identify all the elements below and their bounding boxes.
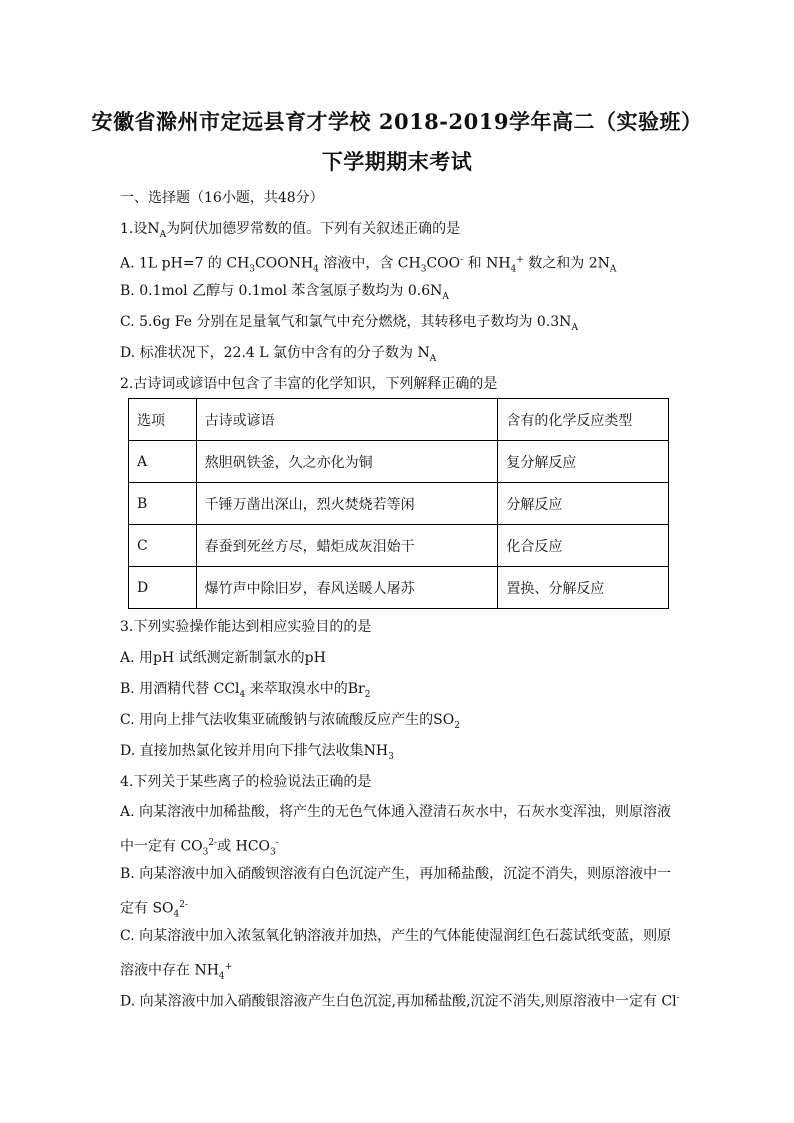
table-cell: 分解反应 (498, 483, 669, 525)
table-cell: 爆竹声中除旧岁，春风送暖人屠苏 (196, 567, 498, 609)
table-cell: 千锤万凿出深山，烈火焚烧若等闲 (196, 483, 498, 525)
table-header-cell: 古诗或谚语 (196, 399, 498, 441)
exam-title: 安徽省滁州市定远县育才学校 2018-2019学年高二（实验班） (91, 109, 703, 134)
table-cell: 春蚕到死丝方尽，蜡炬成灰泪始干 (196, 525, 498, 567)
question-4-stem: 4.下列关于某些离子的检验说法正确的是 (120, 774, 372, 790)
question-1-option-b: B. 0.1mol 乙醇与 0.1mol 苯含氢原子数均为 $0.6N_A$ (120, 283, 449, 302)
question-4-option-d: D. 向某溶液中加入硝酸银溶液产生白色沉淀,再加稀盐酸,沉淀不消失,则原溶液中一定有 Cl- (120, 993, 680, 1010)
table-cell: D (129, 567, 197, 609)
question-3-option-b: B. 用酒精代替 CCl$_4$ 来萃取溴水中的$Br_2$ (120, 681, 371, 700)
exam-subtitle: 下学期期末考试 (321, 149, 473, 174)
question-1-option-c: C. 5.6g Fe 分别在足量氧气和氯气中充分燃烧，其转移电子数均为 $0.3N_A$ (120, 314, 578, 333)
section-heading: 一、选择题（16小题，共48分） (120, 190, 324, 206)
question-3-stem: 3.下列实验操作能达到相应实验目的的是 (120, 619, 372, 635)
question-4-option-a: A. 向某溶液中加稀盐酸，将产生的无色气体通入澄清石灰水中，石灰水变浑浊，则原溶液中一定有 $CO_3^{2-}$或 $HCO_3^-$ (120, 804, 672, 858)
question-3-option-d: D. 直接加热氯化铵并用向下排气法收集$NH_3$ (120, 743, 394, 762)
table-row (129, 525, 669, 567)
table-row (129, 441, 669, 483)
table-cell: 置换、分解反应 (498, 567, 669, 609)
table-row (129, 567, 669, 609)
table-cell: B (129, 483, 197, 525)
table-cell: A (129, 441, 197, 483)
question-1-stem: 1.设$N_A$为阿伏加德罗常数的值。下列有关叙述正确的是 (120, 221, 461, 240)
question-1-option-d: D. 标准状况下，22.4 L 氯仿中含有的分子数为 $N_A$ (120, 345, 437, 364)
question-2-table (128, 398, 669, 609)
table-cell: 复分解反应 (498, 441, 669, 483)
question-4-option-b: B. 向某溶液中加入硝酸钡溶液有白色沉淀产生，再加稀盐酸，沉淀不消失，则原溶液中一定有 $SO_4^{2-}$ (120, 866, 672, 920)
table-cell: C (129, 525, 197, 567)
table-header-cell: 选项 (129, 399, 197, 441)
table-cell: 化合反应 (498, 525, 669, 567)
table-row (129, 483, 669, 525)
question-3-option-c: C. 用向上排气法收集亚硫酸钠与浓硫酸反应产生的$SO_2$ (120, 712, 460, 731)
table-cell: 熬胆矾铁釜，久之亦化为铜 (196, 441, 498, 483)
question-4-option-c: C. 向某溶液中加入浓氢氧化钠溶液并加热，产生的气体能使湿润红色石蕊试纸变蓝，则原溶液中存在 $NH_4^+$ (120, 928, 672, 982)
question-3-option-a: A. 用pH 试纸测定新制氯水的pH (120, 650, 326, 666)
question-2-stem: 2.古诗词或谚语中包含了丰富的化学知识，下列解释正确的是 (120, 376, 498, 392)
question-1-option-a: A. 1L pH=7 的 $CH_3COONH_4$ 溶液中，含 $CH_3COO^-$ 和 $NH_4^+$ 数之和为 $2N_A$ (120, 255, 617, 275)
table-header-cell: 含有的化学反应类型 (498, 399, 669, 441)
table-header-row (129, 399, 669, 441)
